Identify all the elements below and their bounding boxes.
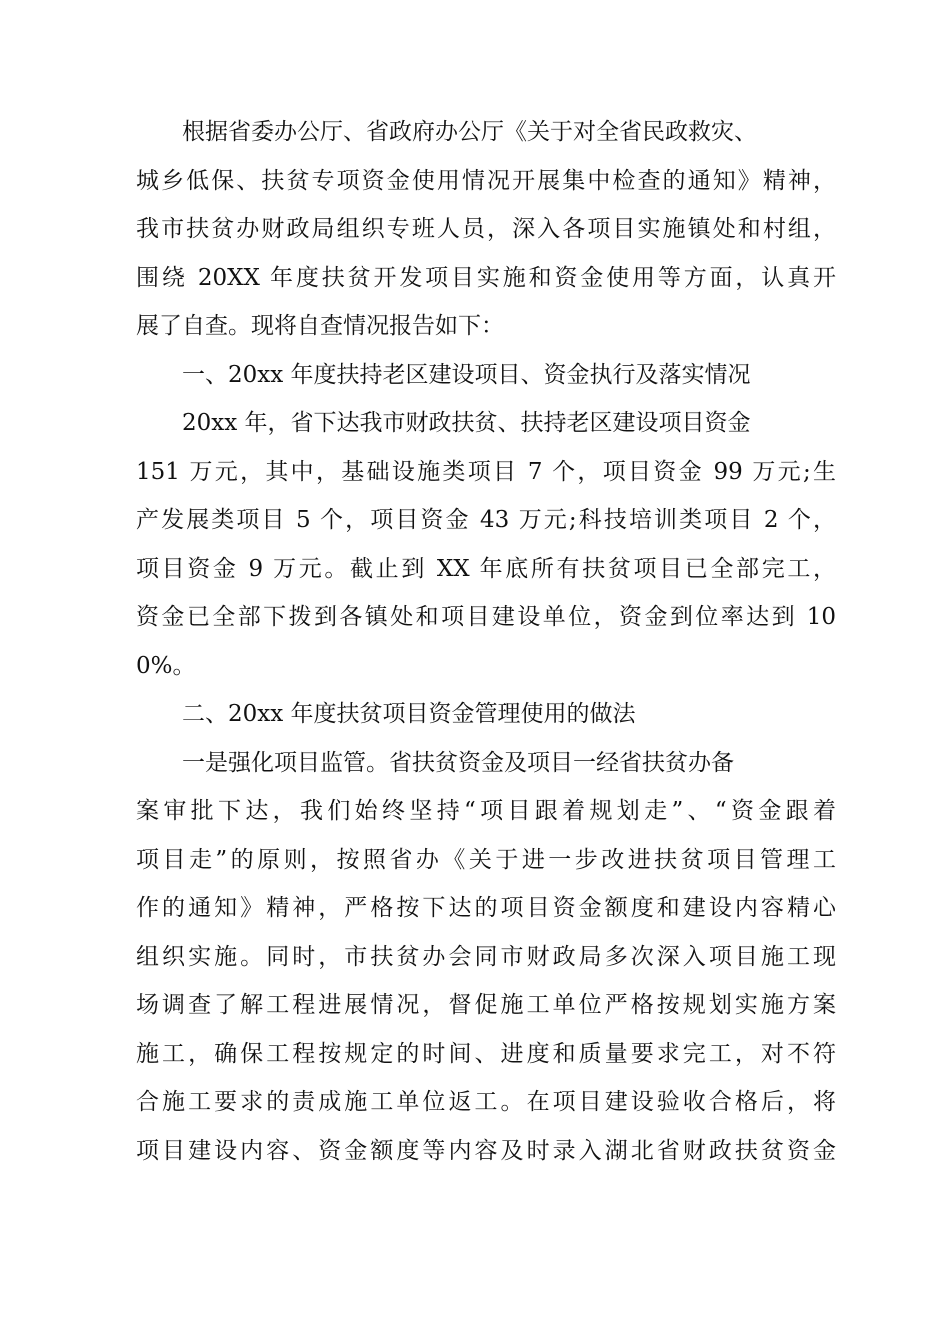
paragraph-line: 场调查了解工程进展情况，督促施工单位严格按规划实施方案: [136, 992, 836, 1018]
paragraph-line: 展了自查。现将自查情况报告如下：: [136, 313, 504, 339]
paragraph-line: 项目资金 9 万元。截止到 XX 年底所有扶贫项目已全部完工，: [136, 555, 836, 582]
paragraph-line: 根据省委办公厅、省政府办公厅《关于对全省民政救灾、: [182, 119, 757, 145]
paragraph-line: 资金已全部下拨到各镇处和项目建设单位，资金到位率达到 10: [136, 604, 836, 630]
paragraph-line: 合施工要求的责成施工单位返工。在项目建设验收合格后，将: [136, 1089, 836, 1115]
paragraph-line: 151 万元，其中，基础设施类项目 7 个，项目资金 99 万元;生: [136, 458, 836, 485]
section-heading: 二、20xx 年度扶贫项目资金管理使用的做法: [182, 701, 636, 727]
paragraph-line: 项目走”的原则，按照省办《关于进一步改进扶贫项目管理工: [136, 846, 836, 873]
paragraph-line: 0%。: [136, 652, 196, 679]
paragraph-line: 20xx 年，省下达我市财政扶贫、扶持老区建设项目资金: [182, 410, 751, 436]
paragraph-line: 产发展类项目 5 个，项目资金 43 万元;科技培训类项目 2 个，: [136, 507, 836, 533]
paragraph-line: 组织实施。同时，市扶贫办会同市财政局多次深入项目施工现: [136, 943, 836, 970]
paragraph-line: 作的通知》精神，严格按下达的项目资金额度和建设内容精心: [136, 895, 836, 921]
paragraph-line: 案审批下达，我们始终坚持“项目跟着规划走”、“资金跟着: [136, 798, 836, 824]
paragraph-line: 施工，确保工程按规定的时间、进度和质量要求完工，对不符: [136, 1040, 836, 1067]
paragraph-line: 我市扶贫办财政局组织专班人员，深入各项目实施镇处和村组，: [136, 216, 836, 242]
paragraph-line: 项目建设内容、资金额度等内容及时录入湖北省财政扶贫资金: [136, 1137, 836, 1164]
paragraph-line: 一是强化项目监管。省扶贫资金及项目一经省扶贫办备: [182, 749, 734, 776]
section-heading: 一、20xx 年度扶持老区建设项目、资金执行及落实情况: [182, 361, 751, 388]
paragraph-line: 围绕 20XX 年度扶贫开发项目实施和资金使用等方面，认真开: [136, 264, 836, 291]
paragraph-line: 城乡低保、扶贫专项资金使用情况开展集中检查的通知》精神，: [136, 167, 836, 194]
document-body: [136, 108, 836, 1175]
